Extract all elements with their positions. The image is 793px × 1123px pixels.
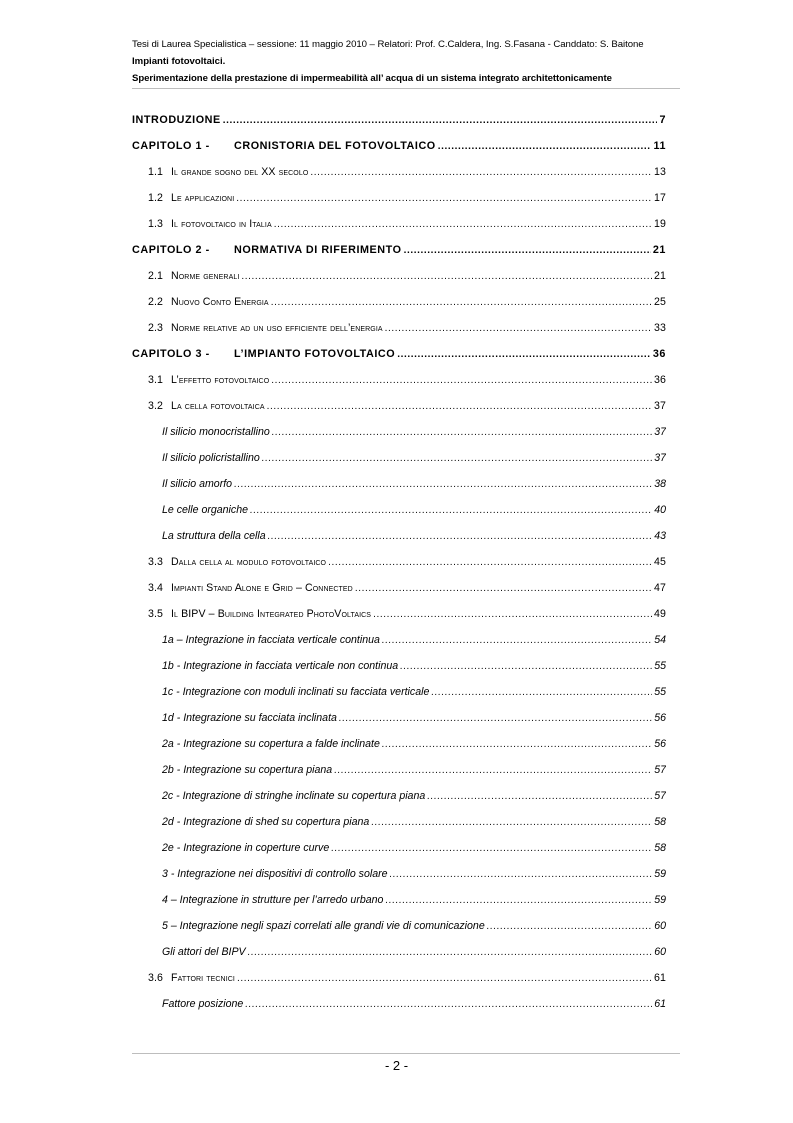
toc-chapter-number: CAPITOLO 3 -: [132, 348, 210, 360]
toc-entry-2c[interactable]: [132, 787, 666, 805]
toc-title: 4 – Integrazione in strutture per l’arredo urbano: [162, 894, 384, 906]
toc-title: Il silicio amorfo: [162, 478, 233, 490]
toc-title: Dalla cella al modulo fotovoltaico: [171, 556, 327, 568]
toc-title: Norme relative ad un uso efficiente dell’energia: [171, 322, 383, 334]
toc-title: 3 - Integrazione nei dispositivi di controllo solare: [162, 868, 388, 880]
toc-entry-3-5[interactable]: [132, 605, 666, 623]
dot-leader: [236, 190, 652, 207]
toc-entry-2d[interactable]: [132, 813, 666, 831]
toc-page: 17: [654, 192, 666, 204]
toc-entry-introduzione[interactable]: [132, 111, 666, 129]
dot-leader: [245, 996, 652, 1013]
toc-entry-capitolo-1[interactable]: [132, 137, 666, 155]
toc-page: 21: [654, 270, 666, 282]
header-divider: [132, 88, 680, 89]
toc-page: 58: [654, 842, 666, 854]
toc-title: Nuovo Conto Energia: [171, 296, 269, 308]
toc-title: 2c - Integrazione di stringhe inclinate su copertura piana: [162, 790, 426, 802]
toc-title: 1a – Integrazione in facciata verticale continua: [162, 634, 380, 646]
toc-title: Le celle organiche: [162, 504, 248, 516]
toc-entry-silicio-monocristallino[interactable]: [132, 423, 666, 441]
dot-leader: [355, 580, 652, 597]
dot-leader: [267, 398, 652, 415]
toc-entry-3-2[interactable]: [132, 397, 666, 415]
toc-title: 2e - Integrazione in coperture curve: [162, 842, 330, 854]
toc-entry-2e[interactable]: [132, 839, 666, 857]
toc-entry-4-arredo[interactable]: [132, 891, 666, 909]
dot-leader: [339, 710, 652, 727]
toc-title: Gli attori del BIPV: [162, 946, 246, 958]
dot-leader: [427, 788, 652, 805]
dot-leader: [404, 242, 651, 259]
dot-leader: [271, 372, 652, 389]
toc-title: Impianti Stand Alone e Grid – Connected: [171, 582, 353, 594]
toc-title: Fattori tecnici: [171, 972, 235, 984]
toc-page: 37: [654, 400, 666, 412]
toc-title: L’effetto fotovoltaico: [171, 374, 270, 386]
toc-title: NORMATIVA DI RIFERIMENTO: [234, 244, 402, 256]
toc-section-number: 3.3: [148, 556, 164, 568]
dot-leader: [487, 918, 652, 935]
toc-page: 60: [654, 920, 666, 932]
toc-entry-1-2[interactable]: [132, 189, 666, 207]
toc-title: CRONISTORIA DEL FOTOVOLTAICO: [234, 140, 436, 152]
toc-entry-attori-bipv[interactable]: [132, 943, 666, 961]
toc-title: 2b - Integrazione su copertura piana: [162, 764, 333, 776]
toc-section-number: 2.2: [148, 296, 164, 308]
dot-leader: [268, 528, 653, 545]
toc-page: 55: [654, 686, 666, 698]
toc-title: Fattore posizione: [162, 998, 244, 1010]
toc-title: 2a - Integrazione su copertura a falde inclinate: [162, 738, 380, 750]
toc-page: 43: [654, 530, 666, 542]
toc-page: 37: [654, 452, 666, 464]
toc-page: 25: [654, 296, 666, 308]
dot-leader: [250, 502, 652, 519]
dot-leader: [248, 944, 653, 961]
toc-page: 36: [654, 374, 666, 386]
toc-title: 1b - Integrazione in facciata verticale non continua: [162, 660, 399, 672]
toc-page: 54: [654, 634, 666, 646]
toc-page: 61: [654, 972, 666, 984]
header-thesis-info: Tesi di Laurea Specialistica – sessione: 11 maggio 2010 – Relatori: Prof. C.Caldera, Ing. S.Fasana - Canddato: S. Baitone: [132, 39, 644, 50]
toc-section-number: 2.1: [148, 270, 164, 282]
toc-page: 60: [654, 946, 666, 958]
toc-entry-silicio-amorfo[interactable]: [132, 475, 666, 493]
header-subject: Impianti fotovoltaici.: [132, 56, 226, 67]
page-header: [132, 36, 680, 87]
toc-page: 59: [654, 868, 666, 880]
toc-entry-5-vie[interactable]: [132, 917, 666, 935]
header-title: Sperimentazione della prestazione di impermeabilità all’ acqua di un sistema integrato architettonicamente: [132, 73, 612, 84]
toc-title: Il grande sogno del XX secolo: [171, 166, 309, 178]
toc-entry-capitolo-3[interactable]: [132, 345, 666, 363]
toc-entry-capitolo-2[interactable]: [132, 241, 666, 259]
toc-section-number: 3.6: [148, 972, 164, 984]
toc-section-number: 2.3: [148, 322, 164, 334]
dot-leader: [431, 684, 652, 701]
toc-entry-2a[interactable]: [132, 735, 666, 753]
toc-title: La cella fotovoltaica: [171, 400, 265, 412]
toc-section-number: 1.2: [148, 192, 164, 204]
toc-page: 13: [654, 166, 666, 178]
toc-title: Le applicazioni: [171, 192, 235, 204]
toc-title: 1d - Integrazione su facciata inclinata: [162, 712, 337, 724]
toc-entry-2b[interactable]: [132, 761, 666, 779]
dot-leader: [397, 346, 651, 363]
toc-title: Il fotovoltaico in Italia: [171, 218, 272, 230]
toc-title: Il BIPV – Building Integrated PhotoVoltaics: [171, 608, 372, 620]
dot-leader: [223, 112, 658, 129]
toc-page: 19: [654, 218, 666, 230]
dot-leader: [237, 970, 652, 987]
toc-entry-1c[interactable]: [132, 683, 666, 701]
dot-leader: [271, 294, 652, 311]
toc-page: 61: [654, 998, 666, 1010]
toc-title: La struttura della cella: [162, 530, 266, 542]
toc-title: L’IMPIANTO FOTOVOLTAICO: [234, 348, 396, 360]
toc-entry-2-2[interactable]: [132, 293, 666, 311]
toc-entry-2-1[interactable]: [132, 267, 666, 285]
toc-section-number: 3.1: [148, 374, 164, 386]
toc-page: 21: [652, 244, 666, 256]
dot-leader: [234, 476, 652, 493]
dot-leader: [241, 268, 652, 285]
toc-page: 7: [659, 114, 666, 126]
toc-entry-1-3[interactable]: [132, 215, 666, 233]
toc-page: 57: [654, 764, 666, 776]
toc-entry-3-3[interactable]: [132, 553, 666, 571]
dot-leader: [331, 840, 652, 857]
dot-leader: [438, 138, 652, 155]
toc-page: 59: [654, 894, 666, 906]
dot-leader: [371, 814, 652, 831]
dot-leader: [373, 606, 652, 623]
toc-page: 40: [654, 504, 666, 516]
dot-leader: [310, 164, 652, 181]
toc-page: 45: [654, 556, 666, 568]
toc-page: 33: [654, 322, 666, 334]
toc-entry-1d[interactable]: [132, 709, 666, 727]
toc-page: 57: [654, 790, 666, 802]
toc-page: 56: [654, 712, 666, 724]
toc-page: 58: [654, 816, 666, 828]
toc-section-number: 3.4: [148, 582, 164, 594]
toc-entry-1b[interactable]: [132, 657, 666, 675]
toc-entry-fattore-posizione[interactable]: [132, 995, 666, 1013]
toc-section-number: 1.3: [148, 218, 164, 230]
toc-entry-celle-organiche[interactable]: [132, 501, 666, 519]
toc-page: 36: [652, 348, 666, 360]
toc-title: Il silicio monocristallino: [162, 426, 270, 438]
toc-chapter-number: CAPITOLO 2 -: [132, 244, 210, 256]
toc-page: 55: [654, 660, 666, 672]
toc-entry-3-6[interactable]: [132, 969, 666, 987]
dot-leader: [272, 424, 652, 441]
toc-entry-3-dispositivi[interactable]: [132, 865, 666, 883]
toc-entry-3-1[interactable]: [132, 371, 666, 389]
toc-entry-silicio-policristallino[interactable]: [132, 449, 666, 467]
dot-leader: [385, 892, 652, 909]
toc-entry-1-1[interactable]: [132, 163, 666, 181]
dot-leader: [385, 320, 652, 337]
dot-leader: [382, 736, 652, 753]
toc-entry-struttura-cella[interactable]: [132, 527, 666, 545]
toc-section-number: 3.5: [148, 608, 164, 620]
dot-leader: [382, 632, 652, 649]
toc-title: INTRODUZIONE: [132, 114, 221, 126]
toc-page: 49: [654, 608, 666, 620]
toc-section-number: 1.1: [148, 166, 164, 178]
toc-title: Il silicio policristallino: [162, 452, 260, 464]
toc-page: 38: [654, 478, 666, 490]
dot-leader: [400, 658, 652, 675]
toc-chapter-number: CAPITOLO 1 -: [132, 140, 210, 152]
footer-divider: [132, 1053, 680, 1054]
dot-leader: [262, 450, 652, 467]
dot-leader: [328, 554, 652, 571]
toc-section-number: 3.2: [148, 400, 164, 412]
toc-page: 56: [654, 738, 666, 750]
dot-leader: [334, 762, 652, 779]
toc-page: 11: [653, 140, 666, 152]
page-number: - 2 -: [384, 1058, 409, 1073]
dot-leader: [390, 866, 653, 883]
toc-title: 5 – Integrazione negli spazi correlati alle grandi vie di comunicazione: [162, 920, 485, 932]
toc-entry-1a[interactable]: [132, 631, 666, 649]
toc-page: 37: [654, 426, 666, 438]
dot-leader: [274, 216, 652, 233]
toc-entry-3-4[interactable]: [132, 579, 666, 597]
toc-page: 47: [654, 582, 666, 594]
toc-title: 1c - Integrazione con moduli inclinati su facciata verticale: [162, 686, 430, 698]
toc-title: Norme generali: [171, 270, 240, 282]
toc-entry-2-3[interactable]: [132, 319, 666, 337]
toc-title: 2d - Integrazione di shed su copertura piana: [162, 816, 370, 828]
